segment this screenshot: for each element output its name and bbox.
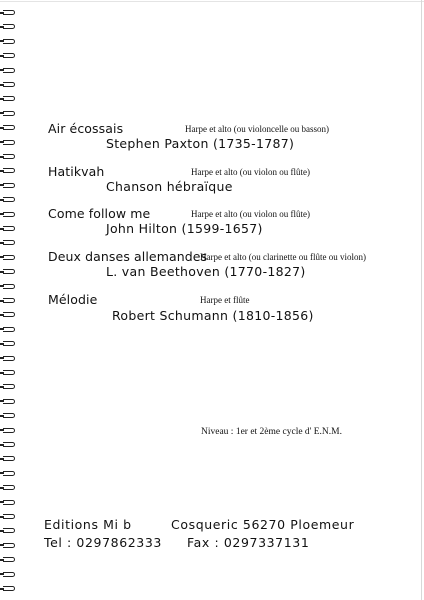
binding-ring <box>3 586 15 591</box>
spiral-binding <box>0 0 20 600</box>
binding-ring <box>3 356 15 361</box>
binding-ring <box>3 298 15 303</box>
binding-ring <box>3 269 15 274</box>
piece-1-composer: Stephen Paxton (1735-1787) <box>106 136 295 151</box>
binding-ring <box>3 471 15 476</box>
piece-4-instrumentation: Harpe et alto (ou clarinette ou flûte ou violon) <box>200 252 366 262</box>
piece-5-composer: Robert Schumann (1810-1856) <box>112 308 314 323</box>
binding-ring <box>3 456 15 461</box>
binding-ring <box>3 384 15 389</box>
piece-4-composer: L. van Beethoven (1770-1827) <box>106 264 306 279</box>
binding-ring <box>3 24 15 29</box>
binding-ring <box>3 572 15 577</box>
binding-ring <box>3 168 15 173</box>
binding-ring <box>3 197 15 202</box>
piece-4-title: Deux danses allemandes <box>48 249 208 264</box>
binding-ring <box>3 111 15 116</box>
piece-3-composer: John Hilton (1599-1657) <box>106 221 263 236</box>
binding-ring <box>3 53 15 58</box>
piece-3-title: Come follow me <box>48 206 151 221</box>
binding-ring <box>3 442 15 447</box>
page-edge-top <box>0 1 424 2</box>
binding-ring <box>3 82 15 87</box>
binding-ring <box>3 370 15 375</box>
binding-ring <box>3 514 15 519</box>
binding-ring <box>3 183 15 188</box>
publisher-name: Editions Mi b <box>44 517 132 532</box>
binding-ring <box>3 10 15 15</box>
binding-ring <box>3 312 15 317</box>
binding-ring <box>3 485 15 490</box>
piece-1-instrumentation: Harpe et alto (ou violoncelle ou basson) <box>185 124 329 134</box>
piece-5-title: Mélodie <box>48 292 98 307</box>
page-edge-right <box>421 0 422 600</box>
binding-ring <box>3 226 15 231</box>
binding-ring <box>3 68 15 73</box>
binding-ring <box>3 125 15 130</box>
publisher-address: Cosqueric 56270 Ploemeur <box>171 517 355 532</box>
binding-ring <box>3 528 15 533</box>
binding-ring <box>3 284 15 289</box>
binding-ring <box>3 500 15 505</box>
piece-2-title: Hatikvah <box>48 164 105 179</box>
binding-ring <box>3 154 15 159</box>
binding-ring <box>3 341 15 346</box>
binding-ring <box>3 557 15 562</box>
binding-ring <box>3 255 15 260</box>
piece-5-instrumentation: Harpe et flûte <box>200 295 250 305</box>
binding-ring <box>3 212 15 217</box>
piece-2-instrumentation: Harpe et alto (ou violon ou flûte) <box>191 167 310 177</box>
level-note: Niveau : 1er et 2ème cycle d' E.N.M. <box>201 427 342 437</box>
piece-1-title: Air écossais <box>48 121 124 136</box>
piece-2-composer: Chanson hébraïque <box>106 179 233 194</box>
binding-ring <box>3 428 15 433</box>
binding-ring <box>3 327 15 332</box>
binding-ring <box>3 399 15 404</box>
binding-ring <box>3 240 15 245</box>
binding-ring <box>3 543 15 548</box>
publisher-tel: Tel : 0297862333 <box>44 535 162 550</box>
publisher-fax: Fax : 0297337131 <box>187 535 310 550</box>
binding-ring <box>3 140 15 145</box>
binding-ring <box>3 39 15 44</box>
binding-ring <box>3 413 15 418</box>
piece-3-instrumentation: Harpe et alto (ou violon ou flûte) <box>191 209 310 219</box>
binding-ring <box>3 96 15 101</box>
